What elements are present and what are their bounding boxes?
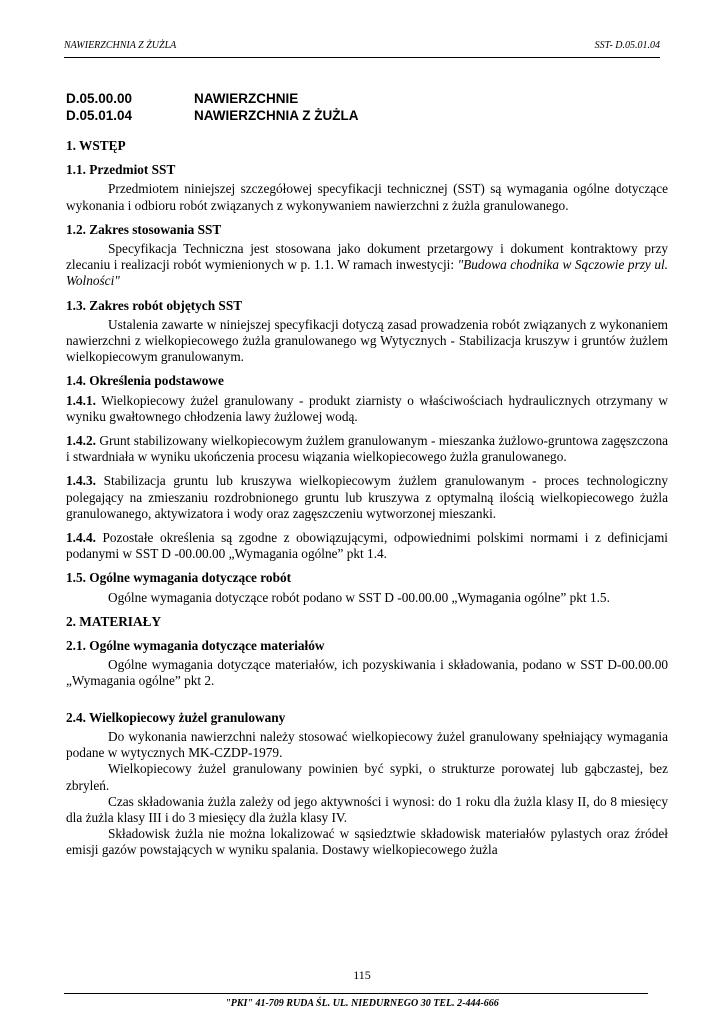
paragraph-2-4-1: Do wykonania nawierzchni należy stosować wielkopiecowy żużel granulowany spełniający wymagania podane w wytycznych MK-CZDP-1979. xyxy=(66,728,668,761)
section-heading-2: 2. MATERIAŁY xyxy=(66,613,162,629)
header-rule xyxy=(64,57,660,58)
paragraph-2-4-3: Czas składowania żużla zależy od jego aktywności i wynosi: do 1 roku dla żużla klasy II, do 8 miesięcy dla żużla klasy III i do 3 miesięcy dla żużla klasy IV. xyxy=(66,793,668,825)
definition-number: 1.4.1. xyxy=(66,392,96,408)
definition-text: Wielkopiecowy żużel granulowany - produkt ziarnisty o właściwościach hydraulicznych otrzymany w wyniku gwałtownego chłodzenia lawy żużlowej wodą. xyxy=(66,392,668,424)
paragraph-1-2 xyxy=(66,241,668,290)
paragraph-2-4-4: Składowisk żużla nie można lokalizować w sąsiedztwie składowisk materiałów pylastych oraz źródeł emisji gazów powstających w wyniku spalania. Dostawy wielkopiecowego żużla xyxy=(66,826,668,858)
definition-1-4-2 xyxy=(66,433,668,465)
definition-1-4-4 xyxy=(66,530,668,562)
paragraph-2-4-2: Wielkopiecowy żużel granulowany powinien być sypki, o strukturze porowatej lub gąbczastej, bez zbryleń. xyxy=(66,761,668,793)
section-heading-1: 1. WSTĘP xyxy=(66,138,126,153)
definition-text: Stabilizacja gruntu lub kruszywa wielkopiecowym żużlem granulowanym - proces technologiczny polegający na zmieszaniu rozdrobnionego gruntu lub kruszywa z optymalną ilością wielkopiecowego żużla granulowanego, aktywizatora i wody oraz zagęszczeniu wytworzonej mieszanki. xyxy=(66,473,668,521)
header-spec-code: SST- D.05.01.04 xyxy=(594,40,660,51)
subsection-heading-2-1: 2.1. Ogólne wymagania dotyczące materiałów xyxy=(66,638,325,654)
running-header xyxy=(64,40,660,56)
subsection-heading-1-4: 1.4. Określenia podstawowe xyxy=(66,373,224,389)
document-body xyxy=(66,90,668,859)
spec-code-title: NAWIERZCHNIA Z ŻUŻLA xyxy=(194,108,359,123)
paragraph-1-3: Ustalenia zawarte w niniejszej specyfikacji dotyczą zasad prowadzenia robót związanych z wykonaniem nawierzchni z wielkopiecowego żużla granulowanego wg Wytycznych - Stabilizacja kruszyw i gruntów żużlem wielkopiecowym granulowanym. xyxy=(66,316,668,365)
paragraph-2-1: Ogólne wymagania dotyczące materiałów, ich pozyskiwania i składowania, podano w SST D-00.00.00 „Wymagania ogólne” pkt 2. xyxy=(66,657,668,689)
paragraph-1-2-text: Specyfikacja Techniczna jest stosowana jako dokument przetargowy i dokument kontraktowy przy zlecaniu i realizacji robót wymienionych w p. 1.1. W ramach inwestycji: xyxy=(66,241,668,273)
subsection-heading-1-5: 1.5. Ogólne wymagania dotyczące robót xyxy=(66,570,292,586)
spec-code-title: NAWIERZCHNIE xyxy=(194,91,299,106)
spec-code: D.05.00.00 xyxy=(66,91,133,106)
investment-name: "Budowa chodnika w Sączowie przy ul. Wolności" xyxy=(66,257,669,289)
definition-number: 1.4.2. xyxy=(66,433,96,449)
header-title: NAWIERZCHNIA Z ŻUŻLA xyxy=(64,40,177,51)
subsection-heading-1-1: 1.1. Przedmiot SST xyxy=(66,162,176,178)
paragraph-1-5: Ogólne wymagania dotyczące robót podano w SST D -00.00.00 „Wymagania ogólne” pkt 1.5. xyxy=(108,589,610,605)
subsection-heading-1-3: 1.3. Zakres robót objętych SST xyxy=(66,297,243,313)
footer-rule xyxy=(64,993,648,994)
spec-codes xyxy=(66,90,668,124)
definition-text: Pozostałe określenia są zgodne z obowiązującymi, odpowiednimi polskimi normami i z definicjami podanymi w SST D -00.00.00 „Wymagania ogólne” pkt 1.4. xyxy=(66,530,668,562)
spec-code-row xyxy=(66,90,668,107)
definition-number: 1.4.4. xyxy=(66,530,96,546)
definition-1-4-3 xyxy=(66,473,668,522)
paragraph-1-1: Przedmiotem niniejszej szczegółowej specyfikacji technicznej (SST) są wymagania ogólne dotyczące wykonania i odbioru robót związanych z wykonywaniem nawierzchni z żużla granulowanego. xyxy=(66,181,668,213)
definition-text: Grunt stabilizowany wielkopiecowym żużlem granulowanym - mieszanka żużlowo-gruntowa zagęszczona i stwardniała w wyniku ukończenia procesu wiązania wielkopiecowego żużla granulowanego. xyxy=(66,433,668,465)
definition-number: 1.4.3. xyxy=(66,473,96,489)
subsection-heading-1-2: 1.2. Zakres stosowania SST xyxy=(66,221,222,237)
spacer xyxy=(66,698,668,710)
footer-address: "PKI" 41-709 RUDA ŚL. UL. NIEDURNEGO 30 TEL. 2-444-666 xyxy=(225,998,499,1009)
definition-1-4-1 xyxy=(66,393,668,425)
subsection-heading-2-4: 2.4. Wielkopiecowy żużel granulowany xyxy=(66,709,286,725)
spec-code: D.05.01.04 xyxy=(66,108,133,123)
page-number: 115 xyxy=(353,968,371,982)
spec-code-row xyxy=(66,107,668,124)
